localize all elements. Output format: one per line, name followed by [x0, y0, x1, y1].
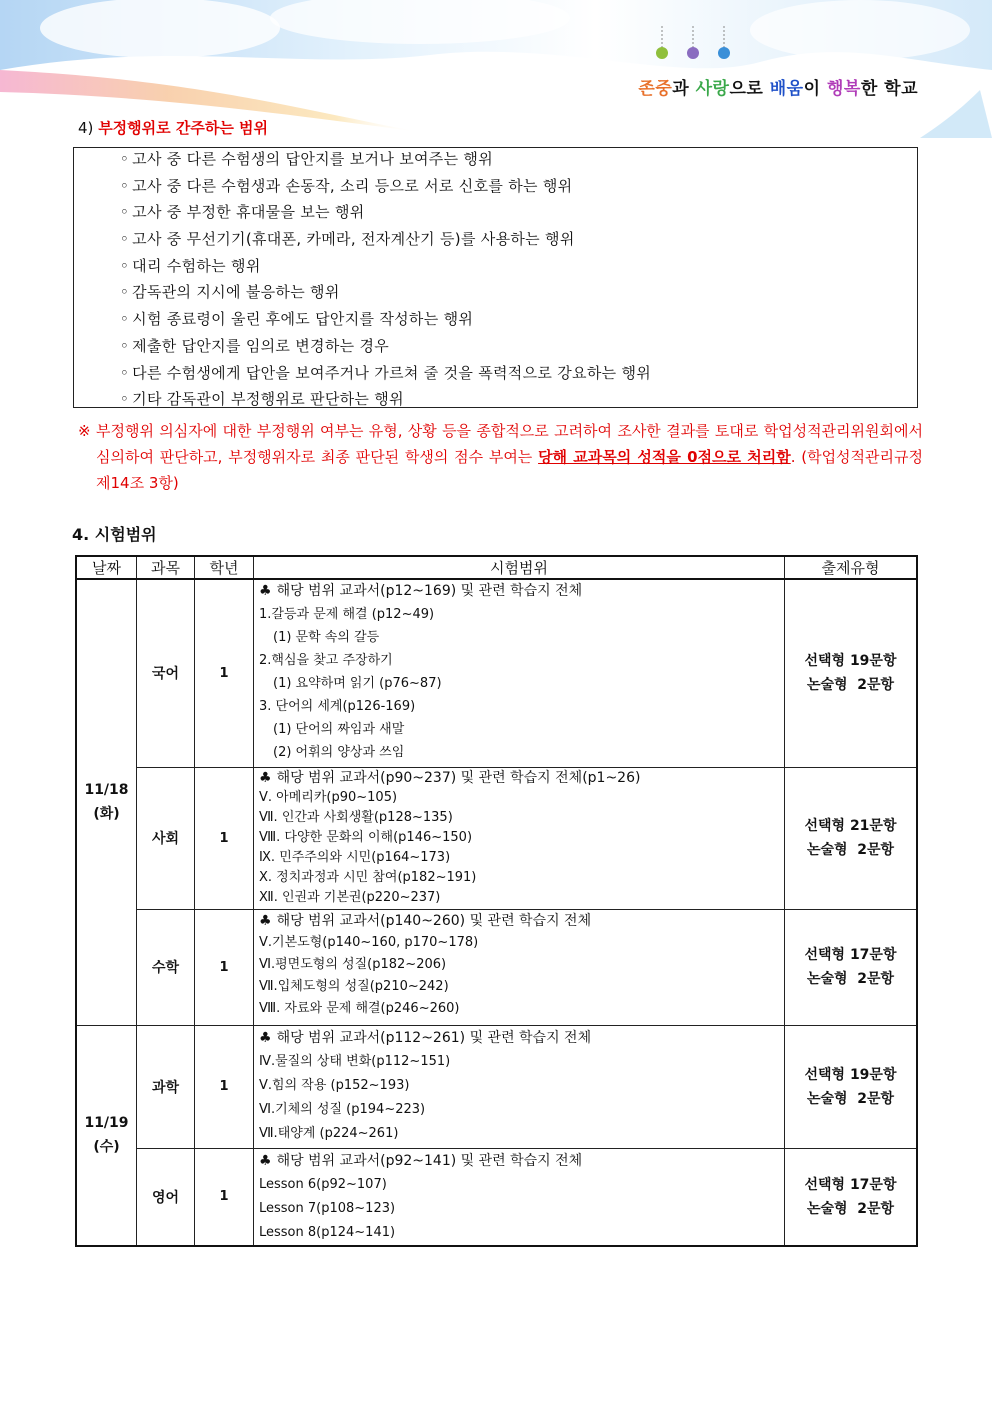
cheating-list	[120, 148, 651, 415]
exam-table-header-row	[76, 556, 917, 579]
range-line: Lesson 7(p108~123)	[259, 1200, 396, 1216]
cheating-list-item: ◦ 고사 중 다른 수험생의 답안지를 보거나 보여주는 행위	[120, 148, 651, 175]
cheating-list-item: ◦ 다른 수험생에게 답안을 보여주거나 가르쳐 줄 것을 폭력적으로 강요하는 행위	[120, 362, 651, 389]
range-line: (2) 어휘의 양상과 쓰임	[273, 745, 405, 760]
cheating-section-heading: 부정행위로 간주하는 범위	[98, 119, 269, 137]
range-line: (1) 단어의 짜임과 새말	[273, 722, 405, 737]
question-type-cell	[785, 767, 918, 909]
cheating-list-item: ◦ 고사 중 부정한 휴대물을 보는 행위	[120, 201, 651, 228]
header-dots	[652, 26, 742, 62]
range-line: Ⅴ. 아메리카(p90~105)	[259, 789, 398, 805]
subject-cell: 국어	[137, 579, 195, 767]
range-heading: ♣ 해당 범위 교과서(p140~260) 및 관련 학습지 전체	[259, 910, 784, 932]
cheating-list-item: ◦ 제출한 답안지를 임의로 변경하는 경우	[120, 335, 651, 362]
cheating-list-item: ◦ 감독관의 지시에 불응하는 행위	[120, 281, 651, 308]
motto-part: 과	[672, 79, 696, 99]
cheating-list-item: ◦ 고사 중 무선기기(휴대폰, 카메라, 전자계산기 등)를 사용하는 행위	[120, 228, 651, 255]
range-line: (1) 요약하며 읽기 (p76~87)	[273, 676, 442, 691]
grade-cell: 1	[195, 579, 254, 767]
motto-part: 으로	[729, 79, 770, 99]
range-line: Ⅵ.평면도형의 성질(p182~206)	[259, 956, 447, 972]
exam-date-cell	[76, 1025, 137, 1246]
range-line: Lesson 8(p124~141)	[259, 1224, 396, 1240]
range-line: 1.갈등과 문제 해결 (p12~49)	[259, 607, 435, 622]
cheating-section-number: 4)	[78, 119, 94, 137]
range-heading: ♣ 해당 범위 교과서(p90~237) 및 관련 학습지 전체(p1~26)	[259, 768, 784, 788]
header-range: 시험범위	[254, 556, 785, 579]
range-line: Ⅳ.물질의 상태 변화(p112~151)	[259, 1053, 451, 1069]
range-line: Ⅶ. 인간과 사회생활(p128~135)	[259, 809, 453, 825]
cheating-section-title	[78, 117, 268, 138]
note-mark: ※	[78, 422, 91, 440]
range-cell	[254, 1025, 785, 1148]
range-line: Ⅴ.힘의 작용 (p152~193)	[259, 1077, 410, 1093]
motto-part: 행복	[826, 79, 861, 99]
grade-cell: 1	[195, 767, 254, 909]
question-type-cell	[785, 579, 918, 767]
header-type: 출제유형	[785, 556, 918, 579]
subject-cell: 사회	[137, 767, 195, 909]
header-subject: 과목	[137, 556, 195, 579]
range-line: Ⅸ. 민주주의와 시민(p164~173)	[259, 849, 451, 865]
multiple-choice-count: 선택형 19문항	[804, 1066, 897, 1083]
range-line: Ⅴ.기본도형(p140~160, p170~178)	[259, 934, 479, 950]
multiple-choice-count: 선택형 17문항	[804, 1176, 897, 1193]
cheating-list-item: ◦ 고사 중 다른 수험생과 손동작, 소리 등으로 서로 신호를 하는 행위	[120, 175, 651, 202]
range-line: Ⅶ.입체도형의 성질(p210~242)	[259, 978, 449, 994]
range-line: Ⅷ. 자료와 문제 해결(p246~260)	[259, 1000, 460, 1016]
subject-cell: 과학	[137, 1025, 195, 1148]
exam-weekday: (수)	[93, 1139, 120, 1156]
range-line: Ⅷ. 다양한 문화의 이해(p146~150)	[259, 829, 473, 845]
exam-scope-title: 4. 시험범위	[72, 525, 157, 544]
cheating-list-item: ◦ 기타 감독관이 부정행위로 판단하는 행위	[120, 388, 651, 415]
essay-count: 논술형 2문항	[806, 677, 895, 694]
range-cell	[254, 909, 785, 1025]
range-line: 2.핵심을 찾고 주장하기	[259, 653, 393, 668]
exam-date: 11/19	[84, 1115, 129, 1132]
range-line: 3. 단어의 세계(p126-169)	[259, 699, 416, 714]
range-line: Lesson 6(p92~107)	[259, 1176, 387, 1192]
question-type-cell	[785, 909, 918, 1025]
exam-weekday: (화)	[93, 806, 120, 823]
header-dot	[687, 47, 699, 59]
range-heading: ♣ 해당 범위 교과서(p92~141) 및 관련 학습지 전체	[259, 1149, 784, 1173]
header-dot	[718, 47, 730, 59]
table-row	[76, 909, 917, 1025]
range-heading: ♣ 해당 범위 교과서(p12~169) 및 관련 학습지 전체	[259, 580, 784, 603]
range-line: Ⅵ.기체의 성질 (p194~223)	[259, 1101, 426, 1117]
header-date: 날짜	[76, 556, 137, 579]
range-heading: ♣ 해당 범위 교과서(p112~261) 및 관련 학습지 전체	[259, 1026, 784, 1050]
multiple-choice-count: 선택형 19문항	[804, 653, 897, 670]
exam-scope-table	[75, 555, 918, 1247]
essay-count: 논술형 2문항	[806, 1200, 895, 1217]
grade-cell: 1	[195, 1025, 254, 1148]
grade-cell: 1	[195, 1148, 254, 1246]
range-cell	[254, 1148, 785, 1246]
table-row	[76, 1148, 917, 1246]
range-line: Ⅹ. 정치과정과 시민 참여(p182~191)	[259, 869, 477, 885]
range-cell	[254, 579, 785, 767]
exam-date: 11/18	[84, 782, 129, 799]
motto-part: 존중	[638, 79, 673, 99]
subject-cell: 수학	[137, 909, 195, 1025]
multiple-choice-count: 선택형 17문항	[804, 947, 897, 963]
motto-part: 한 학교	[860, 79, 918, 99]
header-dot	[656, 47, 668, 59]
table-row	[76, 579, 917, 767]
table-row	[76, 1025, 917, 1148]
range-cell	[254, 767, 785, 909]
exam-date-cell	[76, 579, 137, 1025]
range-line: Ⅻ. 인권과 기본권(p220~237)	[259, 889, 441, 905]
cheating-list-item: ◦ 대리 수험하는 행위	[120, 255, 651, 282]
header-grade: 학년	[195, 556, 254, 579]
cheating-list-box	[73, 147, 918, 408]
grade-cell: 1	[195, 909, 254, 1025]
essay-count: 논술형 2문항	[806, 971, 895, 987]
exam-table-body	[76, 579, 917, 1246]
motto-part: 사랑	[695, 79, 730, 99]
cheating-list-item: ◦ 시험 종료령이 울린 후에도 답안지를 작성하는 행위	[120, 308, 651, 335]
note-emphasis: 당해 교과목의 성적을 0점으로 처리함	[538, 448, 791, 466]
question-type-cell	[785, 1025, 918, 1148]
multiple-choice-count: 선택형 21문항	[804, 818, 897, 834]
note-text: 부정행위 의심자에 대한 부정행위 여부는 유형, 상황 등을 종합적으로 고려하여 조사한 결과를 토대로 학업성적관리위원회에서 심의하여 판단하고, 부정행위자로 최종 판단된 학생의 점수 부여는	[96, 422, 923, 466]
school-motto	[638, 74, 918, 99]
motto-part: 배움	[769, 79, 804, 99]
range-line: Ⅶ.태양계 (p224~261)	[259, 1125, 399, 1141]
cheating-note	[78, 418, 923, 496]
question-type-cell	[785, 1148, 918, 1246]
range-line: (1) 문학 속의 갈등	[273, 630, 380, 645]
note-tail: . (학업성적관리규정 제14조 3항)	[96, 448, 924, 492]
essay-count: 논술형 2문항	[806, 1090, 895, 1107]
table-row	[76, 767, 917, 909]
motto-part: 이	[803, 79, 827, 99]
essay-count: 논술형 2문항	[806, 842, 895, 858]
subject-cell: 영어	[137, 1148, 195, 1246]
